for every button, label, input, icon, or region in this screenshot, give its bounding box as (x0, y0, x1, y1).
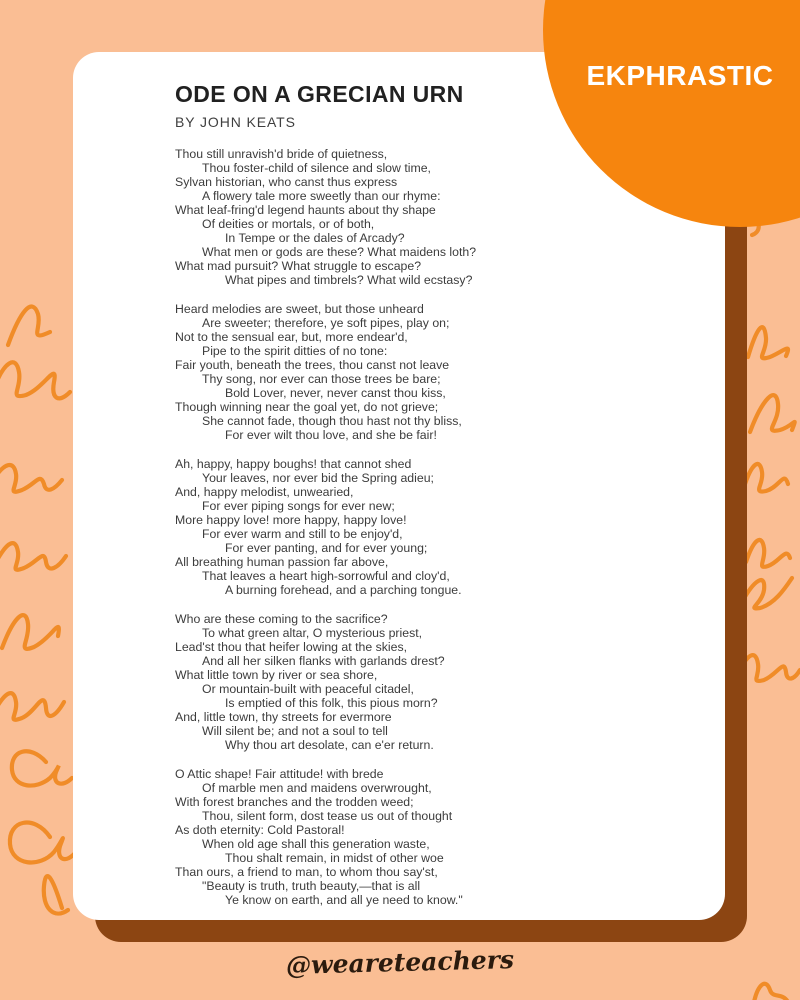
poem-line: For ever piping songs for ever new; (202, 499, 395, 514)
poem-line: In Tempe or the dales of Arcady? (225, 231, 405, 246)
poem-line: Why thou art desolate, can e'er return. (225, 738, 434, 753)
poem-line: Thy song, nor ever can those trees be bare; (202, 372, 441, 387)
poem-line: Of marble men and maidens overwrought, (202, 781, 432, 796)
poem-line: Than ours, a friend to man, to whom thou say'st, (175, 865, 438, 880)
poem-stanza (175, 457, 685, 597)
poem-line: Bold Lover, never, never canst thou kiss, (225, 386, 446, 401)
poem-line: Though winning near the goal yet, do not grieve; (175, 400, 439, 415)
poem-line: And, little town, thy streets for evermore (175, 710, 392, 725)
poem-line: With forest branches and the trodden weed; (175, 795, 414, 810)
poem-line: Not to the sensual ear, but, more endear'd, (175, 330, 408, 345)
poem-stanza (175, 767, 685, 907)
poem-line: All breathing human passion far above, (175, 555, 389, 570)
poem-line: Of deities or mortals, or of both, (202, 217, 375, 232)
poem-byline: BY JOHN KEATS (175, 114, 296, 130)
poem-line: Is emptied of this folk, this pious morn? (225, 696, 438, 711)
poem-line: What mad pursuit? What struggle to escape? (175, 259, 422, 274)
poem-line: And, happy melodist, unwearied, (175, 485, 354, 500)
poem-line: Sylvan historian, who canst thus express (175, 175, 398, 190)
social-handle: @weareteachers (285, 945, 515, 980)
poem-line: Are sweeter; therefore, ye soft pipes, play on; (202, 316, 450, 331)
poem-line: A flowery tale more sweetly than our rhyme: (202, 189, 441, 204)
poem-line: That leaves a heart high-sorrowful and cloy'd, (202, 569, 450, 584)
poem-line: Pipe to the spirit ditties of no tone: (202, 344, 388, 359)
poem-line: As doth eternity: Cold Pastoral! (175, 823, 345, 838)
poem-line: "Beauty is truth, truth beauty,—that is all (202, 879, 421, 894)
poem-line: For ever panting, and for ever young; (225, 541, 428, 556)
poem-body (175, 147, 685, 907)
poem-line: Your leaves, nor ever bid the Spring adieu; (202, 471, 434, 486)
poem-line: O Attic shape! Fair attitude! with brede (175, 767, 384, 782)
poem-line: What leaf-fring'd legend haunts about thy shape (175, 203, 436, 218)
poem-line: Thou foster-child of silence and slow time, (202, 161, 431, 176)
poem-line: Ye know on earth, and all ye need to know." (225, 893, 463, 908)
poem-line: Lead'st thou that heifer lowing at the skies, (175, 640, 408, 655)
poem-line: Thou shalt remain, in midst of other woe (225, 851, 444, 866)
poem-line: To what green altar, O mysterious priest, (202, 626, 423, 641)
poem-line: What men or gods are these? What maidens loth? (202, 245, 477, 260)
poem-line: What little town by river or sea shore, (175, 668, 378, 683)
poem-stanza (175, 612, 685, 752)
poem-line: Fair youth, beneath the trees, thou canst not leave (175, 358, 450, 373)
poem-line: Ah, happy, happy boughs! that cannot shed (175, 457, 412, 472)
poem-line: Who are these coming to the sacrifice? (175, 612, 388, 627)
handwriting-scribbles-left (0, 0, 80, 1000)
poem-line: Heard melodies are sweet, but those unheard (175, 302, 424, 317)
poem-line: For ever warm and still to be enjoy'd, (202, 527, 403, 542)
poem-line: For ever wilt thou love, and she be fair! (225, 428, 437, 443)
poem-line: Will silent be; and not a soul to tell (202, 724, 388, 739)
poem-line: More happy love! more happy, happy love! (175, 513, 407, 528)
poem-line: A burning forehead, and a parching tongue. (225, 583, 462, 598)
poem-title: ODE ON A GRECIAN URN (175, 81, 464, 107)
poem-line: And all her silken flanks with garlands drest? (202, 654, 445, 669)
poem-line: When old age shall this generation waste, (202, 837, 430, 852)
poem-line: Or mountain-built with peaceful citadel, (202, 682, 414, 697)
poem-line: What pipes and timbrels? What wild ecstasy? (225, 273, 473, 288)
poem-stanza (175, 302, 685, 442)
poem-line: Thou, silent form, dost tease us out of thought (202, 809, 453, 824)
poem-line: Thou still unravish'd bride of quietness, (175, 147, 388, 162)
badge-label: EKPHRASTIC (586, 60, 774, 91)
poem-line: She cannot fade, though thou hast not thy bliss, (202, 414, 462, 429)
